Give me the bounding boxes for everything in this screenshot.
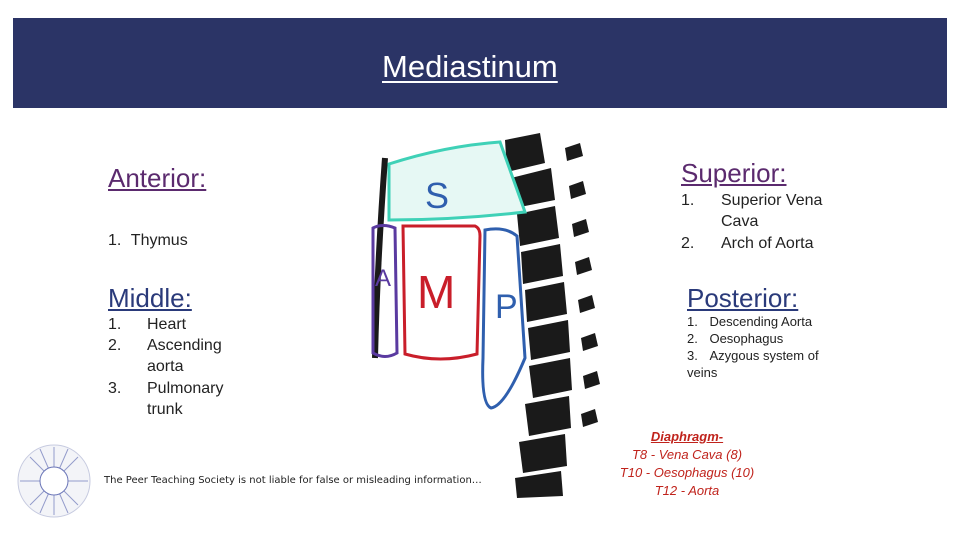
- anterior-item-num: 1.: [108, 232, 122, 249]
- diagram-label-m: M: [417, 266, 456, 318]
- posterior-item-text: Azygous system of veins: [687, 348, 819, 380]
- spine: [505, 133, 600, 498]
- middle-item-num: 3.: [108, 380, 122, 397]
- posterior-item: [687, 330, 847, 347]
- posterior-item-num: 3.: [687, 348, 698, 363]
- title-wrap: [382, 46, 582, 108]
- peer-teaching-logo: [14, 441, 94, 521]
- superior-item-text: Superior Vena Cava: [721, 192, 823, 230]
- anterior-item-text: Thymus: [130, 232, 188, 249]
- posterior-item-text: Descending Aorta: [709, 314, 813, 329]
- middle-heading: Middle:: [108, 283, 192, 313]
- middle-item: [108, 378, 248, 420]
- middle-item-text: Heart: [147, 316, 187, 333]
- superior-item-num: 1.: [681, 192, 695, 209]
- middle-item: [108, 335, 248, 377]
- middle-item-text: Ascending aorta: [147, 337, 222, 375]
- posterior-item-num: 1.: [687, 314, 698, 329]
- posterior-item-text: Oesophagus: [709, 331, 784, 346]
- middle-item-num: 1.: [108, 316, 122, 333]
- sternum-line: [375, 158, 385, 358]
- diagram-label-p: P: [495, 288, 518, 326]
- posterior-item: [687, 313, 847, 330]
- mediastinum-diagram: [355, 128, 605, 498]
- superior-item: [681, 233, 851, 254]
- diaphragm-line: T12 - Aorta: [654, 483, 720, 498]
- footer-disclaimer: The Peer Teaching Society is not liable for false or misleading information…: [104, 475, 482, 486]
- middle-item-num: 2.: [108, 337, 122, 354]
- diaphragm-line: T8 - Vena Cava (8): [631, 447, 743, 462]
- diaphragm-block: [606, 428, 768, 500]
- diagram-label-a: A: [375, 265, 392, 292]
- diaphragm-line: T10 - Oesophagus (10): [619, 465, 755, 480]
- middle-item-text: Pulmonary trunk: [147, 380, 224, 418]
- anterior-item: [108, 230, 188, 251]
- diaphragm-heading: Diaphragm-: [650, 429, 724, 444]
- posterior-item: [687, 347, 847, 381]
- superior-item-num: 2.: [681, 235, 695, 252]
- superior-item-text: Arch of Aorta: [721, 235, 814, 252]
- superior-item: [681, 190, 851, 232]
- anterior-heading: Anterior:: [108, 163, 207, 193]
- page-title: Mediastinum: [382, 49, 558, 84]
- superior-region: [389, 142, 525, 220]
- superior-heading: Superior:: [681, 158, 787, 188]
- middle-item: [108, 314, 248, 335]
- posterior-item-num: 2.: [687, 331, 698, 346]
- posterior-heading: Posterior:: [687, 283, 799, 313]
- diagram-label-s: S: [425, 175, 450, 216]
